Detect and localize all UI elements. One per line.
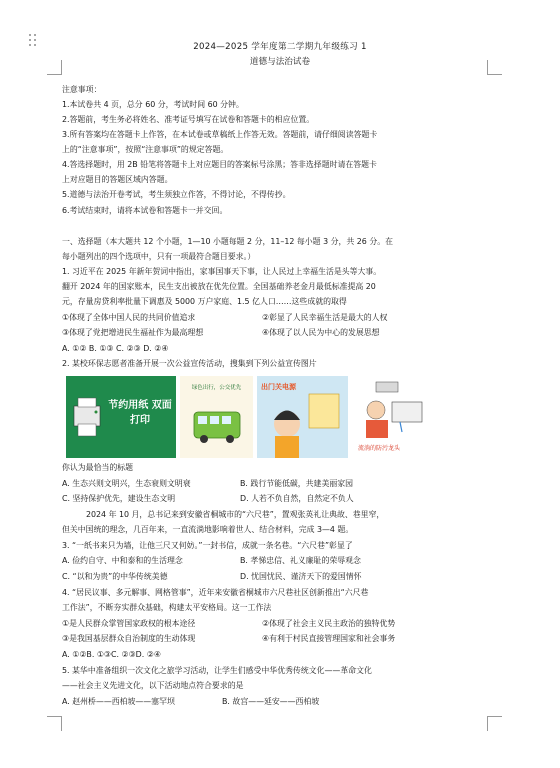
question-4-choices: A. ①②B. ①③C. ②③D. ②④ xyxy=(62,650,161,659)
question-3-option-b: B. 孝悌忠信、礼义廉耻的荣辱观念 xyxy=(240,556,361,565)
poster-save-paper-text: 节约用纸 双面打印 xyxy=(108,400,172,426)
notice-line: 上对应题目的答题区域内答题。 xyxy=(62,175,173,184)
question-2-option-b: B. 践行节能低碳，共建美丽家园 xyxy=(240,479,354,488)
question-1-option: ④体现了以人民为中心的发展思想 xyxy=(262,328,380,337)
question-2-option-a: A. 生态兴则文明兴，生态衰则文明衰 xyxy=(62,479,191,488)
question-3-stem: 3. “一纸书来只为墙，让他三尺又何妨。”一封书信，成就一条名巷。“六尺巷”彰显了 xyxy=(62,541,353,550)
passage-line: 2024 年 10 月，总书记来到安徽省桐城市的“六尺巷”，置观张英礼让典故、巷里窄， xyxy=(86,510,385,519)
question-4-stem: 4. “居民议事、多元解事、网格管事”，近年来安徽省桐城市六尺巷社区创新推出“六尺巷 xyxy=(62,588,369,597)
question-2-option-d: D. 人若不负自然，自然定不负人 xyxy=(240,494,354,503)
notice-line: 2.答题前，考生务必将姓名、准考证号填写在试卷和答题卡的相应位置。 xyxy=(62,115,315,124)
question-3-option-c: C. “以和为贵”的中华传统美德 xyxy=(62,572,168,581)
question-5-option-b: B. 故宫——延安——西柏坡 xyxy=(222,697,320,706)
question-1-option: ②彰显了人民幸福生活是最大的人权 xyxy=(262,313,388,322)
exam-subject: 道德与法治试卷 xyxy=(249,57,311,67)
question-3-option-d: D. 忧国忧民、谨济天下的爱国情怀 xyxy=(240,572,362,581)
question-4-option: ①是人民群众掌管国家政权的根本途径 xyxy=(62,619,196,628)
passage-line: 但关中国统的理念，几百年来，一直流淌地影响着世人、结合材料，完成 3—4 题。 xyxy=(62,525,354,534)
question-1-stem: 元，存量房贷利率批量下调惠及 5000 万户家庭、1.5 亿人口……这些成就的取得 xyxy=(62,297,347,306)
question-5-stem: ——社会主义先进文化，以下活动地点符合要求的是 xyxy=(62,681,244,690)
question-2-prompt: 你认为最恰当的标题 xyxy=(62,463,134,472)
question-4-option: ④有利于村民直接管理国家和社会事务 xyxy=(262,634,396,643)
question-4-stem: 工作法”，不断夯实群众基础，构建太平安格局。这一工作法 xyxy=(62,603,272,612)
question-1-stem: 翻开 2024 年的国家账本，民生支出被放在优先位置。全国基础养老金月最低标准提高 20 xyxy=(62,282,376,291)
question-1-stem: 1. 习近平在 2025 年新年贺词中指出，家事国事天下事，让人民过上幸福生活是头等大事。 xyxy=(62,267,382,276)
bus-icon xyxy=(180,376,253,458)
poster-dripping-tap xyxy=(352,376,434,458)
question-5-stem: 5. 某华中准备组织一次文化之旅学习活动，让学生们感受中华优秀传统文化——革命文化 xyxy=(62,666,372,675)
notice-line: 4.答选择题时，用 2B 铅笔将答题卡上对应题目的答案标号涂黑；答非选择题时请在答题卡 xyxy=(62,160,377,169)
crop-mark-bottom-right xyxy=(487,716,502,731)
notice-line: 6.考试结束时，请将本试卷和答题卡一并交回。 xyxy=(62,206,228,215)
notice-line: 上的“注意事项”，按照“注意事项”的规定答题。 xyxy=(62,145,229,154)
poster-dripping-tap-text: 流淌的防污龙头 xyxy=(358,445,401,452)
section-heading: 每小题列出的四个选项中，只有一项最符合题目要求。） xyxy=(62,252,256,261)
notice-line: 5.道德与法治开卷考试，考生须独立作答，不得讨论，不得传抄。 xyxy=(62,190,291,199)
question-4-option: ③是我国基层群众自治制度的生动体现 xyxy=(62,634,196,643)
question-3-option-a: A. 俭约自守、中和泰和的生活理念 xyxy=(62,556,183,565)
exam-title: 2024—2025 学年度第二学期九年级练习 1 xyxy=(193,42,367,52)
poster-green-travel-text: 绿色出行，公交优先 xyxy=(191,385,242,391)
question-1-option: ①体现了全体中国人民的共同价值追求 xyxy=(62,313,196,322)
question-5-option-a: A. 赵州桥——西柏坡——塞罕坝 xyxy=(62,697,175,706)
crop-mark-bottom-left xyxy=(47,716,62,731)
section-heading: 一、选择题（本大题共 12 个小题，1—10 小题每题 2 分，11–12 每小题 3 分，共 26 分。在 xyxy=(62,237,394,246)
question-1-option: ③体现了党把增进民生福祉作为最高理想 xyxy=(62,328,204,337)
question-4-option: ②体现了社会主义民主政治的独特优势 xyxy=(262,619,396,628)
poster-power-off xyxy=(257,376,348,458)
poster-green-travel xyxy=(180,376,253,458)
question-1-choices: A. ①② B. ①③ C. ②③ D. ②④ xyxy=(62,344,169,353)
child-switch-icon xyxy=(257,376,348,458)
notice-line: 3.所有答案均在答题卡上作答，在本试卷或草稿纸上作答无效。答题前，请仔细阅读答题卡 xyxy=(62,130,378,139)
poster-power-off-text: 出门关电源 xyxy=(261,383,296,391)
question-2-option-c: C. 坚持保护优先，建设生态文明 xyxy=(62,494,176,503)
poster-save-paper xyxy=(66,376,176,458)
notice-line: 1.本试卷共 4 页，总分 60 分，考试时间 60 分钟。 xyxy=(62,100,244,109)
notice-heading: 注意事项： xyxy=(62,85,102,94)
question-2-stem: 2. 某校环保志愿者准备开展一次公益宣传活动，搜集到下列公益宣传图片 xyxy=(62,359,317,368)
